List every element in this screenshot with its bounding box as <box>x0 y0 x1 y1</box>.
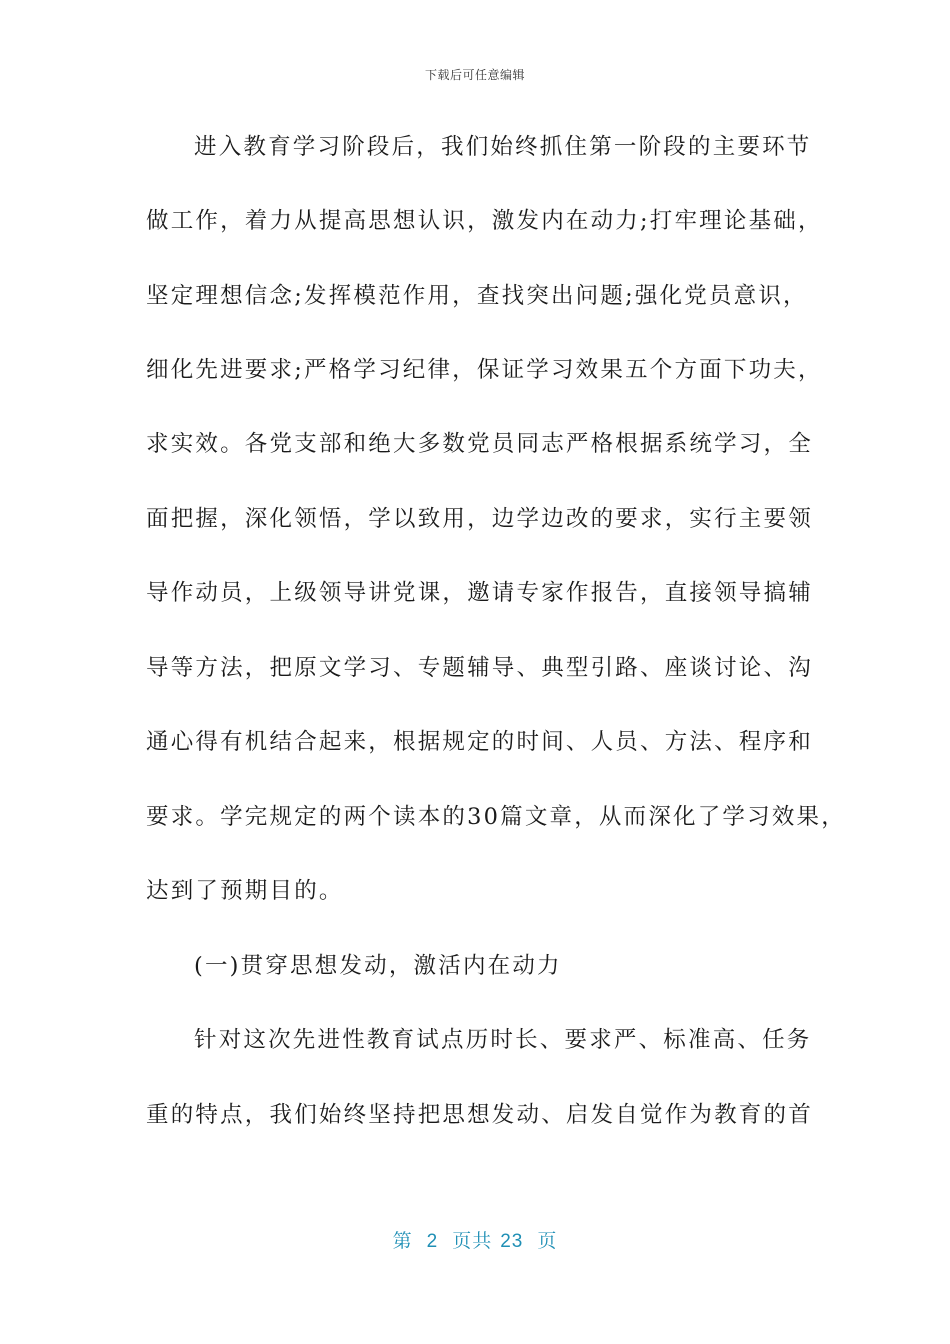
footer-page-number: 2 <box>426 1231 439 1252</box>
body-line: 达到了预期目的。 <box>146 878 344 904</box>
body-line: 导作动员，上级领导讲党课，邀请专家作报告，直接领导搞辅 <box>146 580 813 606</box>
footer-page-middle: 页共 <box>452 1231 493 1252</box>
footer-total-pages: 23 <box>500 1231 524 1252</box>
body-line: 通心得有机结合起来，根据规定的时间、人员、方法、程序和 <box>146 729 813 755</box>
body-line: 做工作，着力从提高思想认识，激发内在动力;打牢理论基础， <box>146 208 823 234</box>
footer-page-suffix: 页 <box>537 1231 558 1252</box>
footer-page-prefix: 第 <box>392 1231 413 1252</box>
body-line: 细化先进要求;严格学习纪律，保证学习效果五个方面下功夫， <box>146 357 823 383</box>
header-note: 下载后可任意编辑 <box>424 68 525 82</box>
body-line: 进入教育学习阶段后，我们始终抓住第一阶段的主要环节 <box>194 134 812 160</box>
body-line: 面把握，深化领悟，学以致用，边学边改的要求，实行主要领 <box>146 506 813 532</box>
page-footer <box>0 1226 950 1253</box>
body-line: 坚定理想信念;发挥模范作用，查找突出问题;强化党员意识， <box>146 283 808 309</box>
body-line: 针对这次先进性教育试点历时长、要求严、标准高、任务 <box>194 1027 812 1053</box>
body-line: 求实效。各党支部和绝大多数党员同志严格根据系统学习，全 <box>146 431 813 457</box>
body-line: 导等方法，把原文学习、专题辅导、典型引路、座谈讨论、沟 <box>146 655 813 681</box>
section-heading: (一)贯穿思想发动，激活内在动力 <box>194 953 562 979</box>
body-line: 重的特点，我们始终坚持把思想发动、启发自觉作为教育的首 <box>146 1102 813 1128</box>
body-line: 要求。学完规定的两个读本的30篇文章，从而深化了学习效果， <box>146 804 846 830</box>
